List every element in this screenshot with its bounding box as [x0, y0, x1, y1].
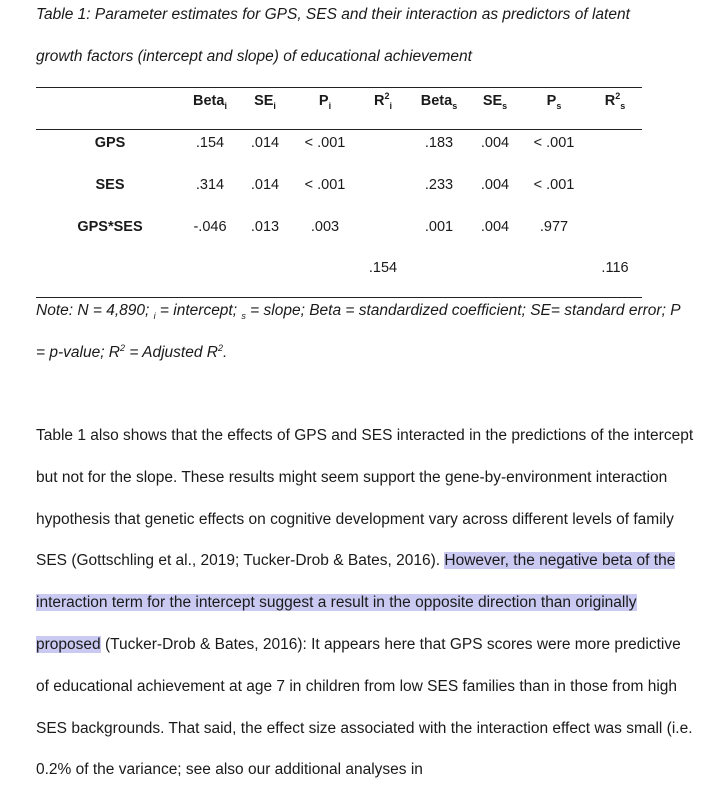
table-cell: .154 — [368, 260, 398, 276]
table-cell: .116 — [601, 260, 629, 276]
table-cell: < .001 — [304, 135, 346, 151]
table-header-rule — [36, 129, 642, 130]
column-header: $SE_s$ — [482, 93, 508, 111]
table-cell: .004 — [480, 135, 510, 151]
column-header: $SE_i$ — [254, 93, 276, 111]
table-cell: < .001 — [533, 135, 575, 151]
table-cell: .014 — [250, 135, 280, 151]
row-label: GPS — [94, 135, 126, 151]
table-cell: < .001 — [533, 177, 575, 193]
row-label: SES — [95, 177, 125, 193]
table-cell: .183 — [424, 135, 454, 151]
table-top-rule — [36, 87, 642, 88]
table-cell: .314 — [195, 177, 225, 193]
paragraph-text-continued: (Tucker-Drob & Bates, 2016): It appears here that GPS scores were more predictive of educational achievement at age 7 in children from low SES families than in those from high SES backgrounds. That said, the effect size associated with the interaction effect was small (i.e. 0.2% of the variance; see also our additional analyses in — [36, 635, 693, 779]
table-cell: .014 — [250, 177, 280, 193]
table-cell: .233 — [424, 177, 454, 193]
column-header: $P_i$ — [318, 93, 332, 111]
table-note-line-1: Note: N = 4,890; $_i$ = intercept; $_s$ = slope; Beta = standardized coefficient; SE= standard error; P — [36, 302, 681, 322]
column-header: $P_s$ — [546, 93, 562, 111]
table-cell: .013 — [250, 219, 280, 235]
table-caption-line-1: Table 1: Parameter estimates for GPS, SES and their interaction as predictors of latent — [36, 6, 630, 23]
table-cell: < .001 — [304, 177, 346, 193]
table-caption-line-2: growth factors (intercept and slope) of educational achievement — [36, 48, 472, 65]
column-header: Beta$_i$ — [193, 93, 227, 111]
highlighted-text: However, the negative beta of the interaction term for the intercept suggest a result in the opposite direction than originally proposed — [36, 552, 676, 653]
column-header: Beta$_s$ — [420, 93, 458, 111]
paragraph-text: Table 1 also shows that the effects of GPS and SES interacted in the predictions of the intercept but not for the slope. These results might seem support the gene-by-environment interaction hypothesis that genetic effects on cognitive development vary across different levels of family SES (Gottschling et al., 2019; Tucker-Drob & Bates, 2016). — [36, 427, 694, 570]
body-paragraph — [36, 415, 696, 791]
column-header: $R^2_s$ — [604, 91, 626, 111]
table-cell: .001 — [424, 219, 454, 235]
row-label: GPS*SES — [77, 219, 143, 235]
table-cell: .977 — [539, 219, 569, 235]
table-cell: .003 — [310, 219, 340, 235]
table-note-line-2: = p-value; $R^2$ = Adjusted $R^2$. — [36, 342, 228, 361]
column-header: $R^2_i$ — [373, 91, 392, 111]
table-cell: .154 — [195, 135, 225, 151]
table-cell: -.046 — [193, 219, 227, 235]
table-cell: .004 — [480, 177, 510, 193]
table-cell: .004 — [480, 219, 510, 235]
